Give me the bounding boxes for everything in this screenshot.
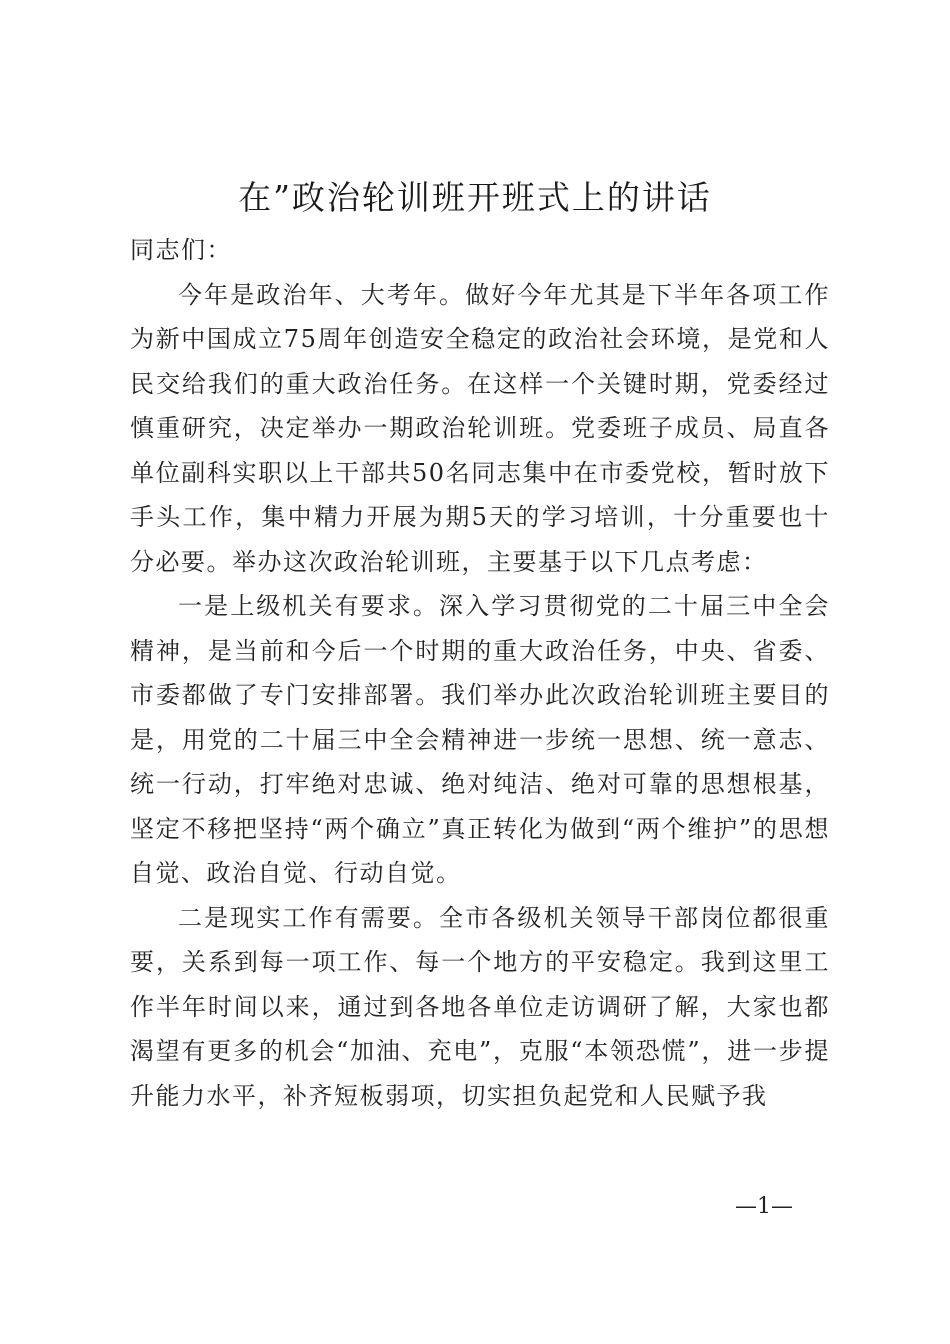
page-number: —1— [735,1194,793,1219]
document-title: 在”政治轮训班开班式上的讲话 [238,178,712,217]
document-body [130,228,830,1118]
paragraph-point-one: 一是上级机关有要求。深入学习贯彻党的二十届三中全会精神，是当前和今后一个时期的重大政治任务，中央、省委、市委都做了专门安排部署。我们举办此次政治轮训班主要目的是，用党的二十届三中全会精神进一步统一思想、统一意志、统一行动，打牢绝对忠诚、绝对纯洁、绝对可靠的思想根基，坚定不移把坚持“两个确立”真正转化为做到“两个维护”的思想自觉、政治自觉、行动自觉。 [130,592,830,887]
paragraph-intro: 今年是政治年、大考年。做好今年尤其是下半年各项工作为新中国成立75周年创造安全稳定的政治社会环境，是党和人民交给我们的重大政治任务。在这样一个关键时期，党委经过慎重研究，决定举办一期政治轮训班。党委班子成员、局直各单位副科实职以上干部共50名同志集中在市委党校，暂时放下手头工作，集中精力开展为期5天的学习培训，十分重要也十分必要。举办这次政治轮训班，主要基于以下几点考虑： [130,280,830,576]
paragraph-point-two: 二是现实工作有需要。全市各级机关领导干部岗位都很重要，关系到每一项工作、每一个地方的平安稳定。我到这里工作半年时间以来，通过到各地各单位走访调研了解，大家也都渴望有更多的机会“加油、充电”，克服“本领恐慌”，进一步提升能力水平，补齐短板弱项，切实担负起党和人民赋予我 [130,903,830,1110]
salutation: 同志们： [130,236,232,264]
